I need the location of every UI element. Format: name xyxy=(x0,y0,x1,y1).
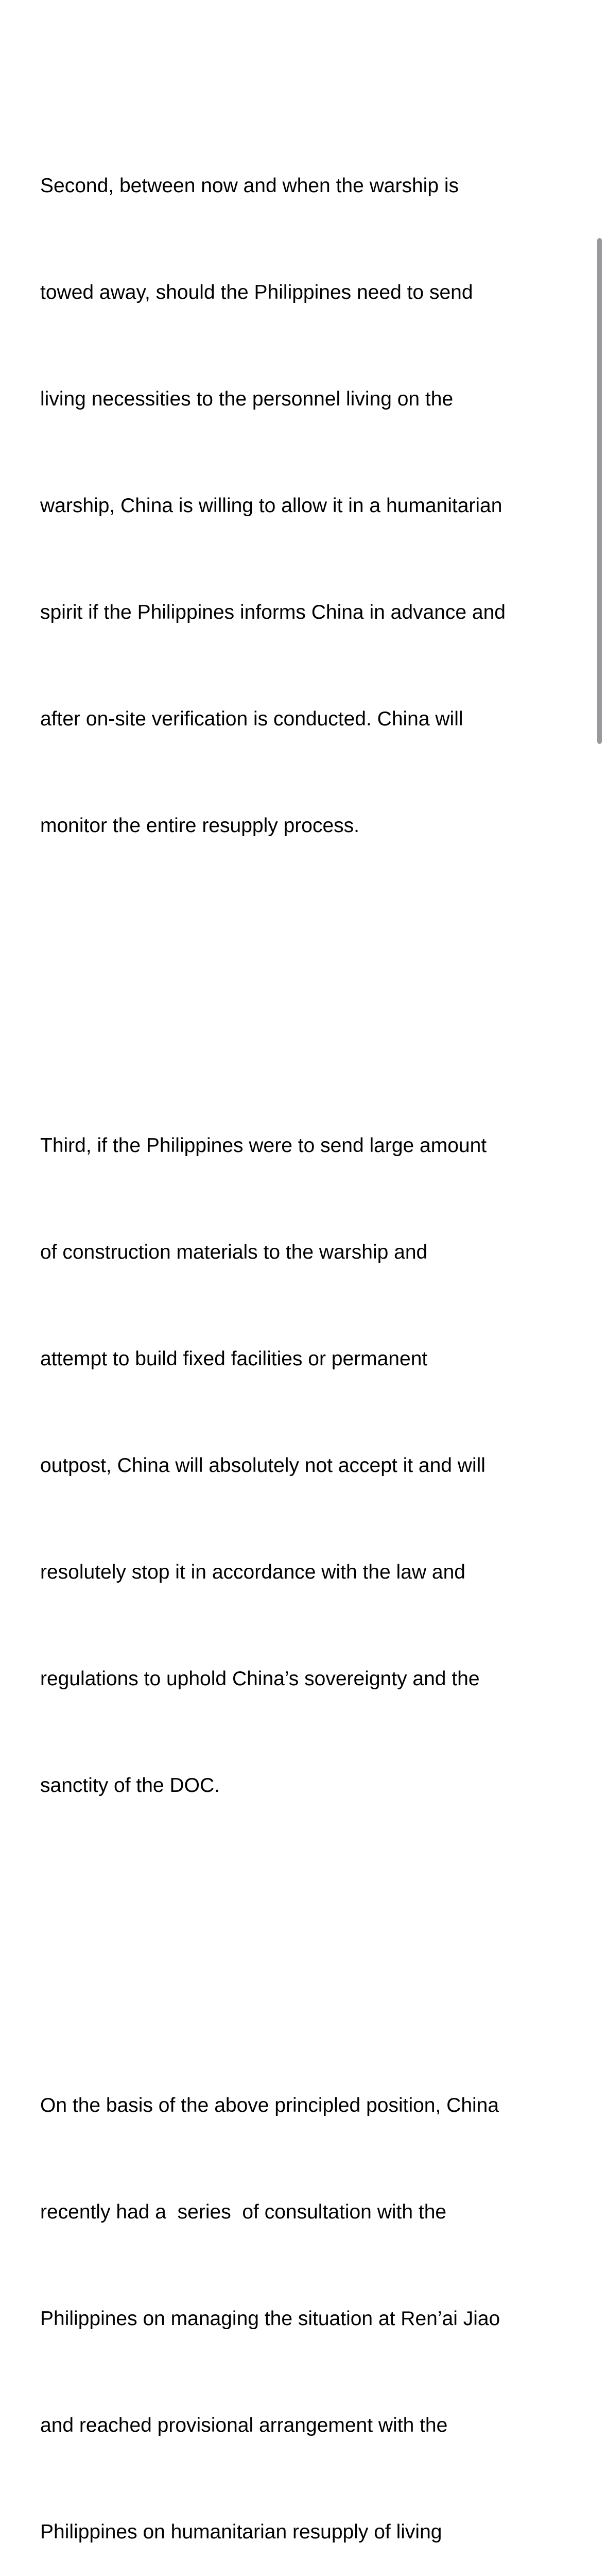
paragraph-line: Philippines on humanitarian resupply of living xyxy=(40,2521,442,2543)
paragraph-line: On the basis of the above principled position, China xyxy=(40,2094,499,2116)
paragraph-line: regulations to uphold China’s sovereignty and the xyxy=(40,1668,480,1690)
paragraph-line: resolutely stop it in accordance with the law and xyxy=(40,1561,465,1583)
paragraph-line: monitor the entire resupply process. xyxy=(40,815,359,837)
paragraph-line: after on-site verification is conducted. China will xyxy=(40,708,463,730)
paragraph-third xyxy=(40,1057,576,1874)
article-body xyxy=(40,26,576,2576)
paragraph-line: outpost, China will absolutely not accept it and will xyxy=(40,1454,485,1477)
paragraph-line: and reached provisional arrangement with the xyxy=(40,2414,448,2436)
paragraph-line: sanctity of the DOC. xyxy=(40,1774,220,1797)
paragraph-line: Second, between now and when the warship is xyxy=(40,175,459,197)
paragraph-line: of construction materials to the warship and xyxy=(40,1241,428,1263)
paragraph-line: Philippines on managing the situation at Ren’ai Jiao xyxy=(40,2308,500,2330)
paragraph-line: spirit if the Philippines informs China in advance and xyxy=(40,601,506,623)
paragraph-basis xyxy=(40,2016,576,2576)
paragraph-line: towed away, should the Philippines need to send xyxy=(40,281,473,303)
paragraph-line: recently had a series of consultation with the xyxy=(40,2201,447,2223)
paragraph-line: warship, China is willing to allow it in a humanitarian xyxy=(40,495,502,517)
paragraph-line: attempt to build fixed facilities or permanent xyxy=(40,1348,428,1370)
paragraph-line: Third, if the Philippines were to send large amount xyxy=(40,1134,487,1157)
paragraph-line: living necessities to the personnel living on the xyxy=(40,388,454,410)
vertical-scrollbar[interactable] xyxy=(597,238,602,744)
paragraph-second xyxy=(40,97,576,914)
